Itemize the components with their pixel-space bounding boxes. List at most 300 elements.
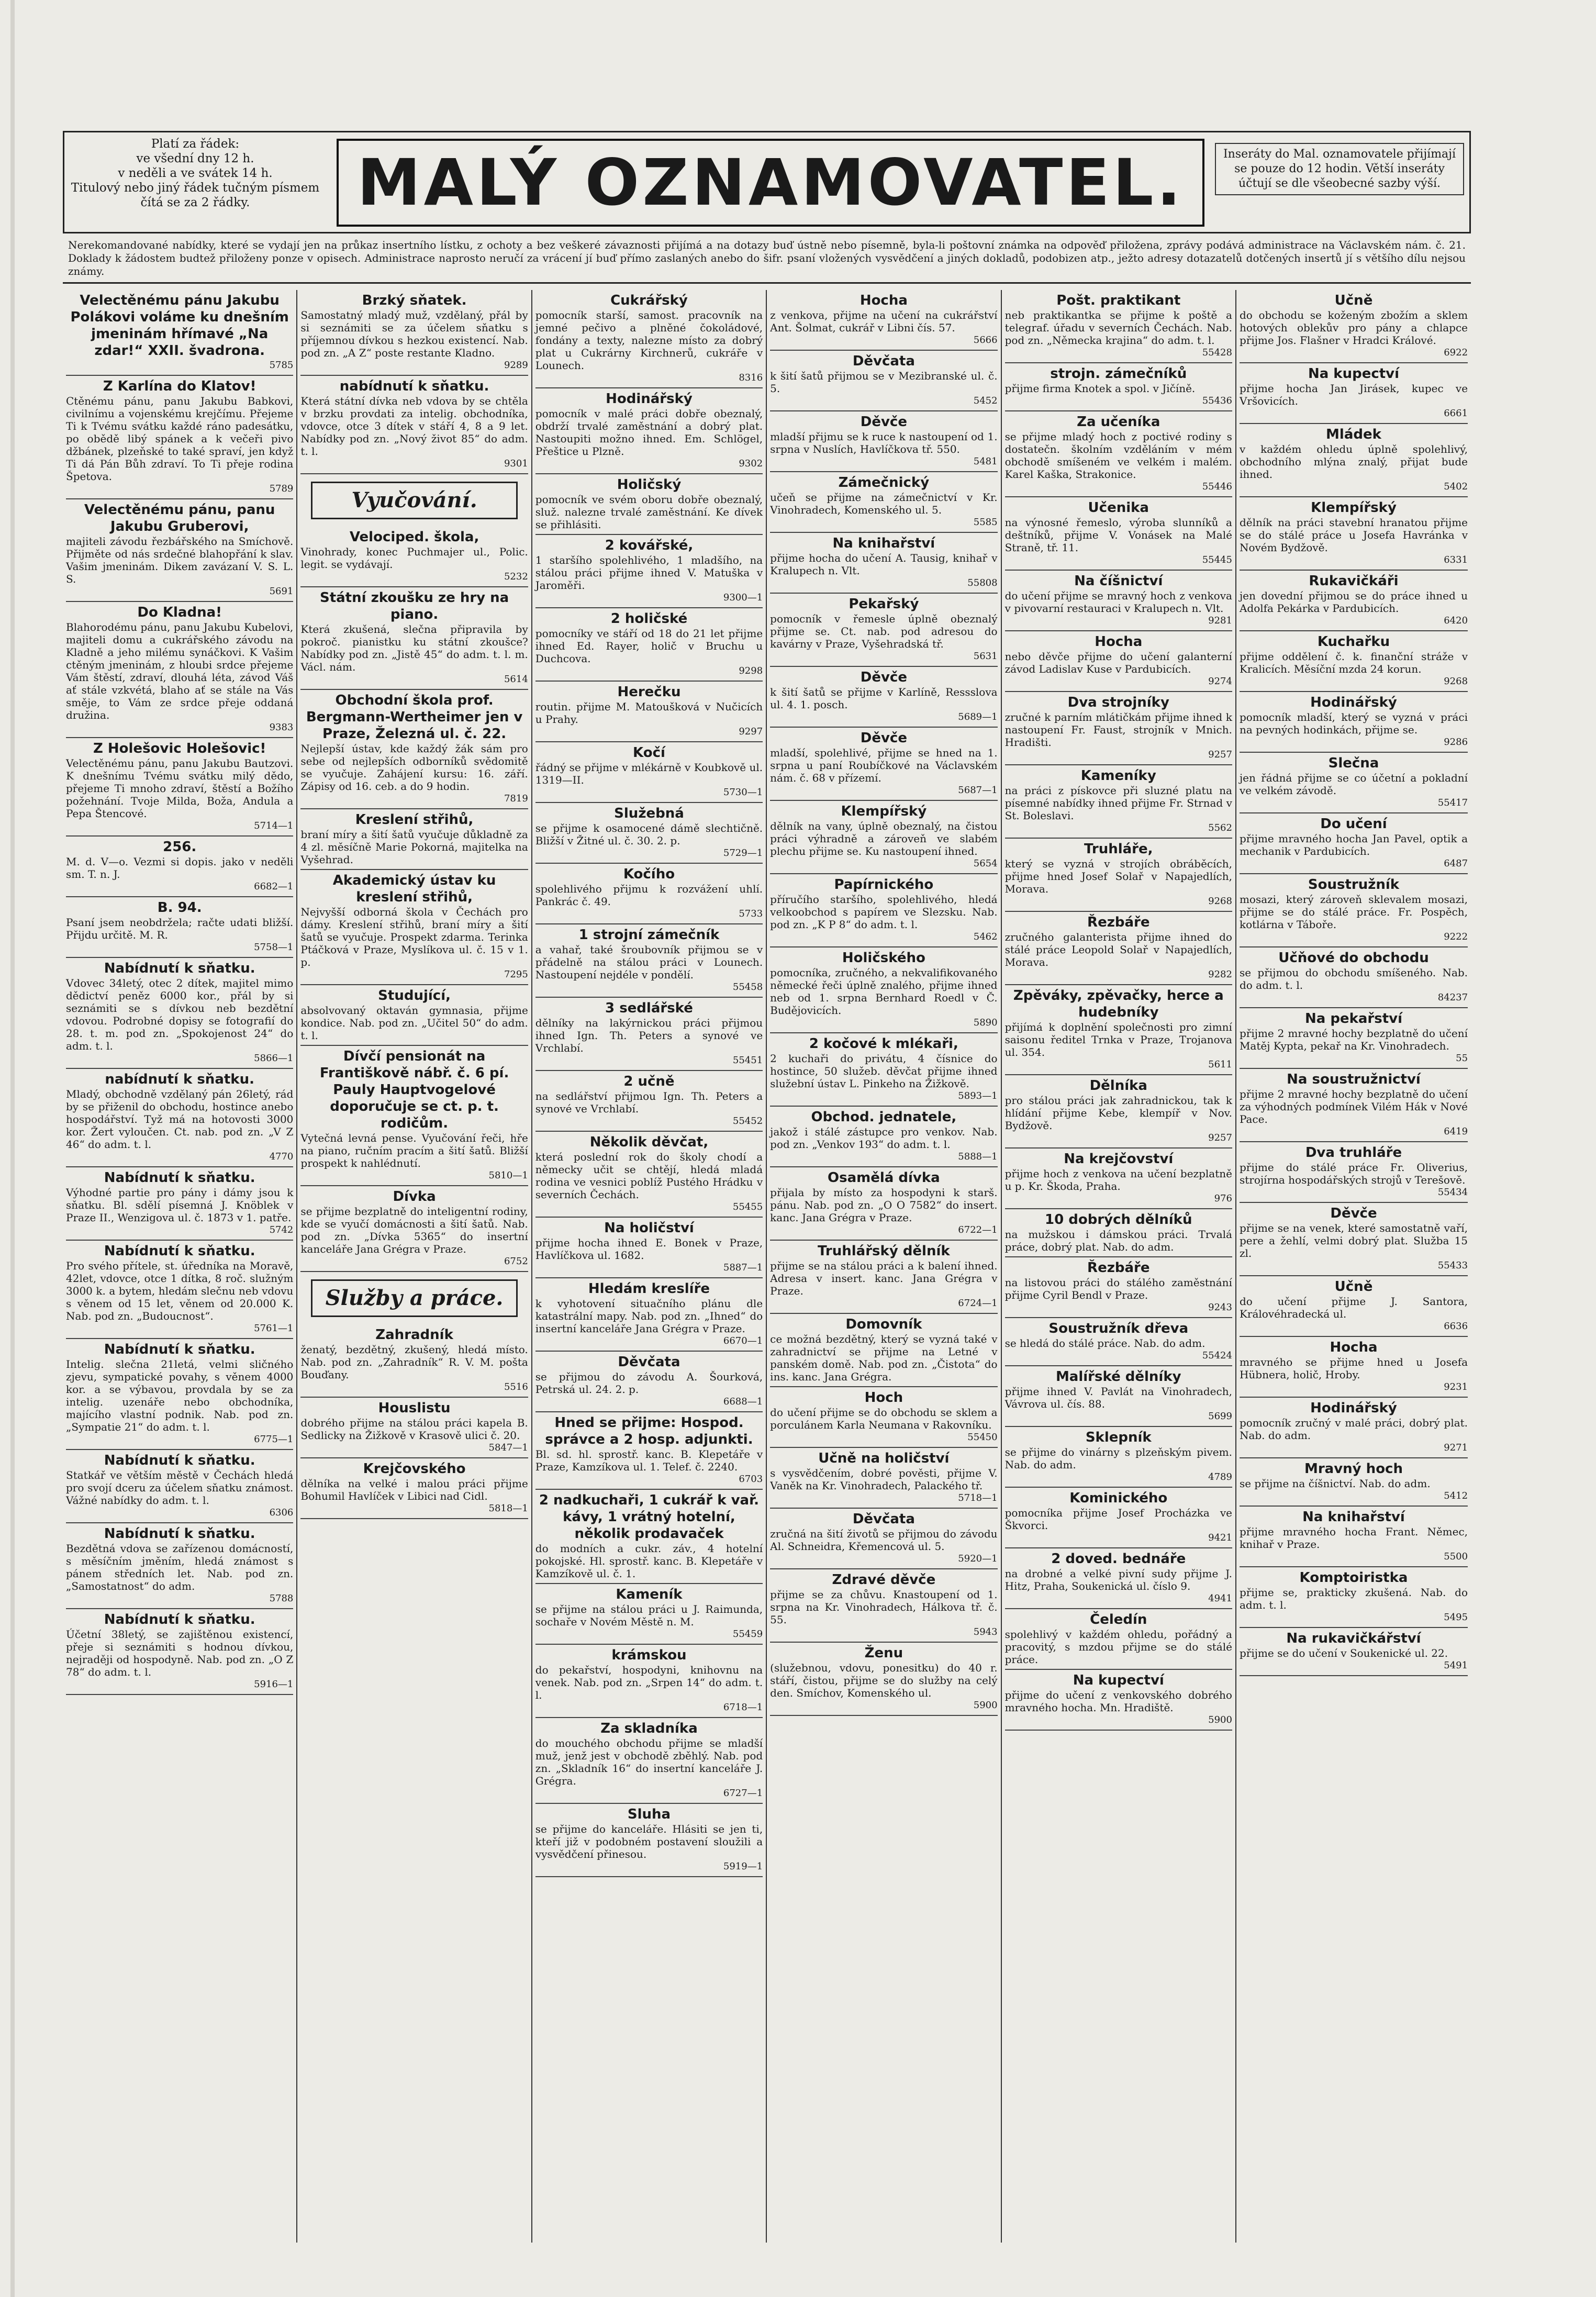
classified-ad [1240,1203,1468,1276]
ad-heading: 2 nadkuchaři, 1 cukrář k vař. kávy, 1 vrátný hotelní, několik prodavaček [539,1492,760,1542]
ad-number: 5919—1 [723,1861,763,1872]
ad-heading: Soustružník [1308,877,1400,893]
ad-heading: Holičský [617,477,682,493]
classified-ad [1005,411,1232,497]
ad-text: ženatý, bezdětný, zkušený, hledá místo. Nab. pod zn. „Zahradník“ R. V. M. pošta Bouďany. [300,1343,528,1381]
ad-number: 5481 [973,456,998,467]
ad-text: k šití šatů se přijme v Karlíně, Ressslova ul. 4. 1. posch. [770,686,998,711]
ad-heading: nabídnutí k sňatku. [105,1072,254,1087]
ad-number: 5920—1 [958,1553,998,1564]
ad-heading: B. 94. [157,900,202,916]
classified-ad [66,1339,293,1450]
ad-text: do pekařství, hospodyni, knihovnu na venek. Nab. pod zn. „Srpen 14“ do adm. t. l. [535,1664,763,1701]
ad-heading: Z Karlína do Klatov! [103,378,256,394]
ad-number: 6922 [1444,347,1468,358]
classified-ad [535,1584,763,1645]
ad-heading: Děvče [860,414,907,430]
ad-heading: Nabídnutí k sňatku. [104,1612,255,1627]
classified-ad [1240,1628,1468,1676]
classified-ad [300,809,528,870]
ad-number: 5847—1 [488,1442,528,1453]
ad-heading: Na pekařství [1304,1011,1402,1027]
classified-ad [1005,1609,1232,1670]
ad-number: 5462 [973,931,998,942]
ad-heading: Učně [1334,1279,1373,1295]
classified-ad [300,1458,528,1519]
ad-heading: Děvčata [852,1511,915,1527]
ad-heading: Velociped. škola, [349,529,479,545]
classified-ad [300,870,528,985]
ad-number: 5761—1 [254,1323,294,1334]
classified-ad [1005,571,1232,631]
ad-number: 5412 [1444,1490,1468,1501]
ad-number: 5699 [1208,1411,1232,1422]
ad-number: 5614 [504,674,528,685]
ad-text: se přijme do kanceláře. Hlásiti se jen ti, kteří již v podobném postavení sloužili a vysvědčení přinesou. [535,1823,763,1860]
ad-number: 9301 [504,458,528,469]
ad-number: 5666 [973,334,998,345]
classified-ad [770,1314,997,1387]
ad-heading: Zahradník [375,1327,453,1343]
ad-number: 6331 [1444,554,1468,565]
ad-heading: Mládek [1326,427,1381,442]
classified-ad [1240,874,1468,947]
ad-heading: Krejčovského [363,1461,466,1477]
classified-ad [1240,1567,1468,1628]
ad-text: přijme 2 mravné hochy bezplatně do učení za výhodných podmínek Vilém Hák v Nové Pace. [1239,1088,1468,1125]
classified-ad [535,535,763,608]
ad-text: pomocník zručný v malé práci, dobrý plat. Nab. do adm. [1239,1417,1468,1442]
ad-heading: Na číšnictví [1074,573,1163,589]
ad-number: 5742 [269,1224,294,1235]
ad-text: přijme do učení z venkovského dobrého mravného hocha. Mn. Hradiště. [1005,1689,1232,1714]
ad-heading: 2 doved. bednáře [1051,1551,1186,1567]
classified-ad [770,472,997,533]
ad-heading: 1 strojní zámečník [578,927,720,943]
ad-number: 9222 [1444,931,1468,942]
ad-text: 1 staršího spolehlivého, 1 mladšího, na stálou práci přijme ihned V. Matuška v Jaroměři. [535,554,763,592]
ad-heading: 256. [163,839,197,855]
classified-ad [535,998,763,1071]
classified-ad [66,738,293,837]
ad-heading: Za skladníka [600,1721,698,1736]
ad-text: neb praktikantka se přijme k poště a telegraf. úřadu v severních Čechách. Nab. pod zn. „Německa krajina“ do adm. t. l. [1005,309,1232,347]
classified-ad [770,533,997,594]
ad-number: 5500 [1444,1551,1468,1562]
classified-ad [66,958,293,1069]
ad-text: na práci z pískovce při sluzné platu na písemné nabídky ihned přijme Fr. Strnad v St. Boleslavi. [1005,784,1232,822]
ad-text: přijme oddělení č. k. finanční stráže v Kralicích. Měsíční mzda 24 korun. [1239,650,1468,675]
ad-number: 5611 [1208,1059,1232,1070]
ad-number: 6420 [1444,615,1468,626]
ad-text: se přijme na stálou práci u J. Raimunda, sochaře v Novém Městě n. M. [535,1603,763,1628]
ad-text: se přijme na číšnictví. Nab. do adm. [1239,1477,1431,1490]
ad-heading: Na soustružnictví [1287,1072,1421,1087]
ad-heading: Za učeníka [1077,414,1160,430]
ad-text: do učení přijme se mravný hoch z venkova v pivovarní restauraci v Kralupech n. Vlt. [1005,589,1232,615]
classified-ad [1240,424,1468,497]
ad-text: a vahař, také šroubovník přijmou se v přádelně na stálou práci v Lounech. Nastoupení nejdéle v pondělí. [535,943,763,981]
classified-ad [535,803,763,864]
ad-heading: Houslistu [378,1400,451,1416]
ad-number: 9302 [739,458,763,469]
classified-ad [1005,290,1232,363]
ad-text: Samostatný mladý muž, vzdělaný, přál by si seznámiti se za účelem sňatku s příjemnou dívkou s hezkou existencí. Nab. pod zn. „A Z“ poste restante Kladno. [300,309,528,359]
ad-text: dělník na vany, úplně obeznalý, na čistou práci výhradně a zároveň ve slabém plechu přijme se. Ku nastoupení ihned. [770,820,998,857]
ad-text: s vysvědčením, dobré pověsti, přijme V. Vaněk na Kr. Vinohradech, Palackého tř. [770,1467,998,1492]
ad-text: Mladý, obchodně vzdělaný pán 26letý, rád by se přiženil do obchodu, hostince anebo hospodářství. Tyž má na hotovosti 3000 kor. Žert vyloučen. Ct. nab. pod zn. „V Z 46“ do adm. t. l. [66,1088,294,1151]
ad-text: nebo děvče přijme do učení galanterní závod Ladislav Kuse v Pardubicích. [1005,650,1232,675]
classified-ad [66,499,293,602]
ad-heading: Truhlářský dělník [818,1243,950,1259]
ad-text: přijímá k doplnění společnosti pro zimní saisonu ředitel Trnka v Praze, Trojanova ul. 354. [1005,1021,1232,1058]
ad-number: 55452 [732,1116,763,1127]
ad-heading: Cukrářský [610,293,688,308]
ad-number: 9281 [1208,615,1232,626]
ad-number: 5402 [1444,481,1468,492]
classified-ad [66,837,293,897]
ad-text: přijme se do učení v Soukenické ul. 22. [1239,1647,1448,1659]
classified-ad [66,1450,293,1523]
classified-ad [1005,1318,1232,1366]
ad-text: se hledá do stálé práce. Nab. do adm. [1005,1337,1206,1350]
classified-ad [66,1167,293,1241]
ad-text: přijme firma Knotek a spol. v Jičíně. [1005,382,1196,395]
ad-text: přijme se za chůvu. Knastoupení od 1. srpna na Kr. Vinohradech, Hálkova tř. č. 55. [770,1588,998,1626]
ad-number: 9257 [1208,749,1232,760]
ad-text: se přijme k osamocené dámě slechtičně. Bližší v Žitné ul. č. 30. 2. p. [535,822,763,847]
ad-number: 5691 [269,586,294,597]
ad-heading: Dva strojníky [1067,695,1169,710]
ad-text: přijme se na stálou práci a k balení ihned. Adresa v insert. kanc. Jana Grégra v Praze. [770,1259,998,1297]
ad-text: mladší přijmu se k ruce k nastoupení od 1. srpna v Nuslích, Havlíčkova tř. 550. [770,430,998,455]
classified-ad [1005,692,1232,765]
ad-heading: Kočí [633,745,665,761]
ad-heading: Učně na holičství [818,1451,950,1466]
ad-text: Nejlepší ústav, kde každý žák sám pro sebe od nejlepších odborníků svědomitě se vyučuje. Zahájení kursu: 16. září. Zápisy od 16. ceb. a do 9 hodin. [300,742,528,793]
classified-ad [770,1167,997,1241]
column-3 [532,290,767,2243]
ad-heading: 2 kočové k mlékaři, [809,1036,958,1052]
ad-number: 5943 [973,1626,998,1637]
ad-text: se přijmou do závodu A. Šourková, Petrská ul. 24. 2. p. [535,1370,763,1396]
classified-ad [1240,497,1468,571]
ad-text: přijala by místo za hospodyni k starš. pánu. Nab. pod zn. „O O 7582“ do insert. kanc. Jana Grégra v Praze. [770,1186,998,1224]
ad-number: 5893—1 [958,1090,998,1101]
ad-text: k vyhotovení situačního plánu dle katastrální mapy. Nab. pod zn. „Ihned“ do insertní kanceláře Jana Grégra v Praze. [535,1297,763,1335]
ad-number: 6724—1 [958,1298,998,1309]
ad-text: řádný se přijme v mlékárně v Koubkově ul. 1319—II. [535,761,763,786]
ad-number: 55433 [1437,1260,1468,1271]
ad-text: Vdovec 34letý, otec 2 dítek, majitel mimo dědictví peněz 6000 kor., přál by si seznámiti se s dívkou neb bezdětní vdovou. Podrobné dopisy se fotografií do 28. t. m. pod zn. „Spokojenost 24“ do adm. t. l. [66,977,294,1052]
ad-number: 6636 [1444,1321,1468,1332]
ad-number: 55428 [1202,347,1232,358]
classified-ad [770,801,997,874]
ad-number: 9268 [1444,676,1468,687]
ad-number: 5718—1 [958,1492,998,1503]
ad-text: Velectěnému pánu, panu Jakubu Bautzovi. K dnešnímu Tvému svátku milý dědo, přejeme Ti mnoho zdraví, štěstí a Božího požehnání. Tvoje Milda, Boža, Andula a Pepa Štencové. [66,757,294,820]
ad-heading: Z Holešovic Holešovic! [93,741,266,756]
ad-heading: strojn. zámečníků [1050,366,1187,382]
ad-heading: Na rukavičkářství [1286,1631,1421,1646]
ad-text: dělníka na velké i malou práci přijme Bohumil Havlíček v Libici nad Cidl. [300,1477,528,1502]
ad-heading: Několik děvčat, [589,1134,709,1150]
classified-ad [300,1324,528,1398]
ad-number: 8316 [739,372,763,383]
ad-text: Která státní dívka neb vdova by se chtěla v brzku provdati za intelig. obchodníka, vdovce, otce 3 dítek v stáří 4, 8 a 9 let. Nabídky pod zn. „Nový život 85“ do adm. t. l. [300,395,528,458]
ad-number: 55450 [967,1432,998,1443]
classified-ad [1005,631,1232,692]
ad-text: ce možná bezdětný, který se vyzná také v zahradnictví se přijme na Letné v panském domě. Nab. pod zn. „Čistota“ do ins. kanc. Jana Grégra. [770,1333,998,1383]
ad-text: přijme se, prakticky zkušená. Nab. do adm. t. l. [1239,1586,1468,1611]
ad-heading: Hodinářský [606,391,693,407]
ad-number: 5689—1 [958,711,998,722]
ad-heading: Pošt. praktikant [1056,293,1181,308]
classified-ad [1005,1427,1232,1488]
rate-line: Titulový nebo jiný řádek tučným písmem čítá se za 2 řádky. [71,181,320,209]
ad-number: 5730—1 [723,787,763,798]
ad-text: se přijme do vinárny s plzeňským pivem. Nab. do adm. [1005,1446,1232,1471]
page-title: MALÝ OZNAMOVATEL. [337,139,1204,227]
ad-text: majiteli závodu řezbářského na Smíchově. Přijměte od nás srdečné blahopřání k slav. Vašim jmeninám. Dikem zavázaní V. S. L. S. [66,535,294,585]
ad-number: 55445 [1202,554,1232,565]
ad-heading: Brzký sňatek. [362,293,467,308]
ad-text: Pro svého přítele, st. úředníka na Moravě, 42let, vdovce, otce 1 dítka, 8 roč. služným 3000 k. a bytem, hledám slečnu neb vdovu s věnem od 15 let, věnem od 20.000 K. Nab. pod zn. „Budoucnost“. [66,1259,294,1322]
classified-ad [1240,1142,1468,1203]
classified-ad [535,290,763,388]
ad-number: 6703 [739,1474,763,1485]
ad-text: Nejvyšší odborná škola v Čechách pro dámy. Kreslení střihů, braní míry a šití šatů se vyučuje. Prospekt zdarma. Terinka Ptáčková v Praze, Myslíkova ul. č. 15 v 1. p. [300,906,528,968]
classified-ad [300,587,528,690]
ad-heading: Kočího [623,866,675,882]
ad-number: 5810—1 [488,1170,528,1181]
ad-heading: Komptoiristka [1299,1570,1408,1586]
classified-ad [535,388,763,474]
newspaper-page [63,131,1471,2251]
ad-heading: Hodinářský [1310,1400,1397,1416]
ad-number: 5758—1 [254,942,294,953]
ad-heading: Dělníka [1089,1078,1147,1094]
ad-number: 55436 [1202,395,1232,406]
ad-text: Která zkušená, slečna připravila by pokroč. pianistku ku státní zkoušce? Nabídky pod zn. „Jistě 45“ do adm. t. l. m. Václ. nám. [300,623,528,673]
classified-ad [1240,1398,1468,1458]
classified-ad [66,897,293,958]
ad-heading: Hledám kreslíře [588,1281,710,1297]
ad-number: 5654 [973,858,998,869]
ad-heading: Děvčata [618,1354,680,1370]
ad-heading: Zdravé děvče [832,1572,936,1588]
classified-ad [1005,1209,1232,1257]
ad-heading: 2 kovářské, [605,538,694,553]
classified-ad [1005,1075,1232,1148]
classified-ad [300,376,528,474]
ad-heading: Zámečnický [838,475,930,490]
ad-number: 55 [1456,1053,1468,1064]
classified-ad [1005,985,1232,1075]
ad-heading: Na knihařství [832,536,935,551]
ad-heading: Hocha [1330,1340,1378,1355]
classified-ad [1005,1488,1232,1548]
ad-heading: Pekařský [849,596,919,612]
ad-text: dobrého přijme na stálou práci kapela B. Sedlicky na Žižkově v Krasově ulici č. 20. [300,1417,528,1442]
classified-ad [300,527,528,587]
classified-ad [1005,1366,1232,1427]
classified-ad [1240,692,1468,753]
ad-number: 55451 [732,1055,763,1066]
column-1 [63,290,297,2243]
ad-text: se přijme bezplatně do inteligentní rodiny, kde se vyučí domácnosti a šití šatů. Nab. pod zn. „Dívka 5365“ do insertní kanceláře Jana Grégra v Praze. [300,1205,528,1255]
classified-ad [535,1412,763,1490]
ad-number: 9268 [1208,896,1232,907]
ad-number: 5866—1 [254,1053,294,1064]
ad-text: na mužskou i dámskou práci. Trvalá práce, dobrý plat. Nab. do adm. [1005,1228,1232,1253]
classified-ad [535,1718,763,1804]
ad-number: 6722—1 [958,1224,998,1235]
ad-heading: Hocha [860,293,908,308]
ad-heading: Učně [1334,293,1373,308]
classified-ad [66,376,293,499]
ad-number: 55808 [967,577,998,588]
classified-ad [535,1804,763,1877]
classified-ad [535,1218,763,1278]
ad-text: M. d. V—o. Vezmi si dopis. jako v neděli sm. T. n. J. [66,855,294,880]
ad-text: přijme 2 mravné hochy bezplatně do učení Matěj Kypta, pekař na Kr. Vinohradech. [1239,1027,1468,1052]
classified-columns [63,290,1471,2258]
ad-heading: Řezbáře [1087,1260,1150,1276]
ad-heading: Studující, [378,988,451,1003]
ad-heading: 2 učně [623,1074,675,1089]
ad-number: 6487 [1444,858,1468,869]
ad-text: na výnosné řemeslo, výroba slunníků a deštníků, přijme V. Vonásek na Malé Straně, tř. 11. [1005,516,1232,554]
ad-heading: Čeledín [1090,1612,1147,1627]
ad-number: 9257 [1208,1132,1232,1143]
ad-text: příručího staršího, spolehlivého, hledá velkoobchod s papírem ve Slezsku. Nab. pod zn. „K P 8“ do adm. t. l. [770,893,998,931]
classified-ad [1005,363,1232,411]
ad-heading: Dva truhláře [1305,1145,1402,1161]
column-4 [767,290,1001,2243]
ad-number: 5562 [1208,822,1232,833]
classified-ad [1005,1148,1232,1209]
classified-ad [535,1278,763,1352]
ad-text: (služebnou, vdovu, ponesitku) do 40 r. stáří, čistou, přijme se do služby na celý den. Smíchov, Komenského ul. [770,1662,998,1699]
ad-number: 9298 [739,665,763,676]
ad-heading: Do učení [1320,816,1387,832]
ad-heading: Holičského [842,950,925,966]
ad-number: 7819 [504,793,528,804]
ad-heading: Sluha [627,1807,671,1822]
ad-text: mosazi, který zároveň sklevalem mosazi, přijme se do stálé práce. Fr. Pospěch, kotlárna v Táboře. [1239,893,1468,931]
ad-text: mravného se přijme hned u Josefa Hübnera, holič, Hroby. [1239,1356,1468,1381]
classified-ad [535,1645,763,1718]
ad-heading: 10 dobrých dělníků [1045,1212,1192,1228]
ad-number: 5890 [973,1017,998,1028]
ad-number: 6670—1 [723,1335,763,1346]
ad-heading: Klempířský [841,804,927,819]
ad-number: 9383 [269,722,294,733]
ad-text: pomocník starší, samost. pracovník na jemné pečivo a plněné čokoládové, fondány a texty, nalezne místo za dobrý plat u Cukrárny Kirchnerů, cukráře v Lounech. [535,309,763,372]
ad-heading: Velectěnému pánu, panu Jakubu Gruberovi, [84,502,275,534]
ad-heading: Do Kladna! [137,605,222,620]
ad-text: pro stálou práci jak zahradnickou, tak k hlídání přijme Kebe, klempíř v Nov. Bydžově. [1005,1094,1232,1132]
rate-line: ve všední dny 12 h. [136,152,254,165]
classified-ad [1005,765,1232,839]
ad-number: 9300—1 [723,592,763,603]
classified-ad [535,1071,763,1132]
ad-heading: Kreslení střihů, [355,812,474,828]
ad-text: pomocník mladší, který se vyzná v práci na pevných hodinkách, přijme se. [1239,711,1468,736]
classified-ad [535,864,763,924]
ad-number: 55459 [732,1629,763,1640]
classified-ad [1005,497,1232,571]
ad-heading: Na knihařství [1302,1509,1405,1525]
ad-text: do obchodu se koženým zbožím a sklem hotových oblekův pro pány a chlapce přijme Jos. Flašner v Hradci Králové. [1239,309,1468,347]
ad-number: 5729—1 [723,848,763,858]
ad-number: 9231 [1444,1381,1468,1392]
classified-ad [770,947,997,1033]
ad-text: Ctěnému pánu, panu Jakubu Babkovi, civilnímu a vojenskému krejčímu. Přejeme Ti k Tvému svátku každé ráno padesátku, po obědě libý spánek a k večeři pivo džbánek, plzeňské to také spraví, jen když Ti dá Pán Bůh zdraví. To Ti přeje rodina Špetova. [66,395,294,483]
ad-text: přijme hoch z venkova na učení bezplatně u p. Kr. Škoda, Praha. [1005,1167,1232,1192]
classified-ad [770,1033,997,1107]
ad-heading: Mravný hoch [1304,1461,1403,1477]
ad-heading: Akademický ústav ku kreslení střihů, [332,873,496,905]
ad-text: zručná na šití životů se přijmou do závodu Al. Schneidra, Křemencová ul. 5. [770,1527,998,1553]
ad-text: přijme do stálé práce Fr. Oliverius, strojírna hospodářských strojů v Terešově. [1239,1161,1468,1186]
ad-heading: Hodinářský [1310,695,1397,710]
ad-text: přijme hocha Jan Jirásek, kupec ve Vršovicích. [1239,382,1468,407]
ad-number: 6419 [1444,1126,1468,1137]
ad-heading: Sklepník [1085,1430,1152,1445]
ad-number: 5785 [269,360,294,371]
ad-number: 55417 [1437,797,1468,808]
ad-number: 55446 [1202,481,1232,492]
classified-ad [1005,1257,1232,1318]
classified-ad [535,742,763,803]
ad-heading: Obchodní škola prof. Bergmann-Wertheimer jen v Praze, Železná ul. č. 22. [306,693,523,742]
classified-ad [770,351,997,411]
ad-heading: Učňové do obchodu [1278,950,1429,966]
classified-ad [535,1352,763,1412]
ad-heading: Herečku [617,684,681,700]
classified-ad [300,985,528,1046]
ad-text: přijme mravného hocha Frant. Němec, knihař v Praze. [1239,1525,1468,1551]
classified-ad [300,1046,528,1186]
classified-ad [770,411,997,472]
classified-ad [1240,947,1468,1008]
ad-number: 5232 [504,571,528,582]
ad-heading: Dívčí pensionát na Františkově nábř. č. 6 pí. Pauly Hauptvogelové doporučuje se ct. p. t. rodičům. [319,1049,509,1131]
ad-number: 5788 [269,1593,294,1604]
ad-text: do učení přijme J. Santora, Královéhradecká ul. [1239,1295,1468,1320]
ad-text: pomocníky ve stáří od 18 do 21 let přijme ihned Ed. Rayer, holič v Bruchu u Duchcova. [535,627,763,665]
ad-heading: Obchod. jednatele, [811,1109,957,1125]
ad-heading: Malířské dělníky [1055,1369,1181,1385]
ad-number: 5714—1 [254,820,294,831]
ad-heading: Státní zkoušku ze hry na piano. [319,590,509,622]
insertion-note: Inseráty do Mal. oznamovatele přijímají se pouze do 12 hodin. Větší inseráty účtují se dle všeobecné sazby výší. [1215,143,1464,195]
ad-text: pomocníka přijme Josef Procházka ve Škvorci. [1005,1507,1232,1532]
ad-number: 5631 [973,651,998,662]
masthead [63,131,1471,233]
classified-ad [300,1186,528,1272]
ad-text: zručného galanterista přijme ihned do stálé práce Leopold Solař v Napajedlích, Morava. [1005,931,1232,968]
ad-text: učeň se přijme na zámečnictví v Kr. Vinohradech, Komenského ul. 5. [770,491,998,516]
ad-number: 5516 [504,1381,528,1392]
ad-heading: Hoch [864,1390,903,1406]
ad-text: absolvovaný oktaván gymnasia, přijme kondice. Nab. pod zn. „Učitel 50“ do adm. t. l. [300,1004,528,1042]
ad-text: z venkova, přijme na učení na cukrářství Ant. Šolmat, cukrář v Libni čís. 57. [770,309,998,334]
ad-heading: Děvčata [852,353,915,369]
administration-notice: Nerekomandované nabídky, které se vydají jen na průkaz insertního lístku, z ochoty a bez veškeré závaznosti přijímá a na dotazy buď ústně nebo písemně, byla-li poštovní známka na odpověď přiložena, zprávy podává administrace na Václavském nám. č. 21. Doklady k žádostem budtež přiloženy ponze v opisech. Administrace naprosto neručí za vrácení jí buď přímo zaslaných anebo do šifr. psaní vložených vysvědčení a jiných dokladů, podobizen atp., ježto adresy dotazatelů dotčených insertů jí s většího dílu nejsou známy. [63,237,1471,284]
